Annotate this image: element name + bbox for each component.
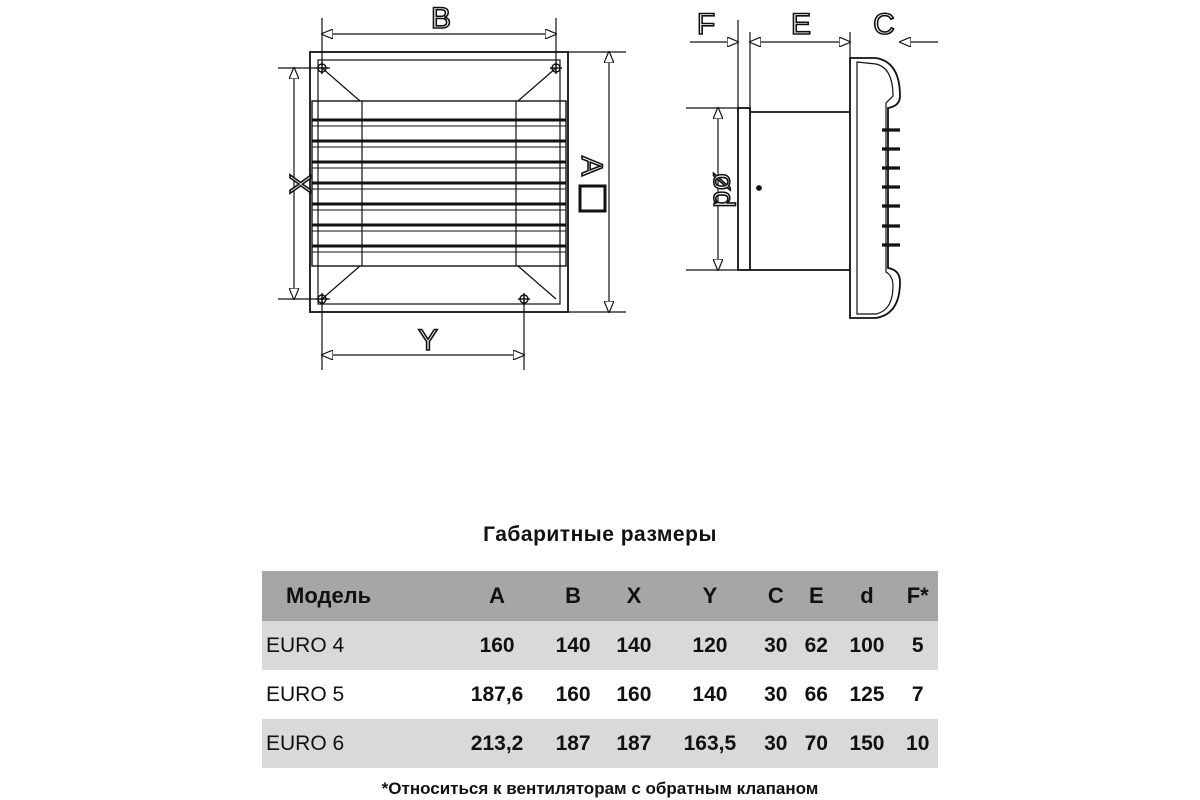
footnote: *Относиться к вентиляторам с обратным клапаном xyxy=(381,779,819,798)
header-model: Модель xyxy=(262,571,451,621)
cell-d: 100 xyxy=(837,621,898,670)
dim-label-f: F xyxy=(696,8,716,41)
dim-label-a: A xyxy=(575,155,608,177)
cell-model: EURO 5 xyxy=(266,682,345,706)
header-f: F* xyxy=(897,571,938,621)
table-header-row xyxy=(262,571,938,621)
cell-b: 160 xyxy=(555,682,591,706)
dim-label-b: B xyxy=(430,2,452,35)
cell-e: 62 xyxy=(796,621,837,670)
dimensions-table xyxy=(262,571,938,768)
dim-label-d: ød xyxy=(707,172,740,208)
header-a: A xyxy=(451,571,542,621)
cell-y: 140 xyxy=(692,682,728,706)
cell-e: 70 xyxy=(796,719,837,768)
cell-x: 140 xyxy=(604,621,665,670)
cell-x: 160 xyxy=(616,682,652,706)
dim-label-y: Y xyxy=(417,324,439,357)
cell-y: 163,5 xyxy=(664,719,755,768)
cell-c: 30 xyxy=(764,682,788,706)
cell-e: 66 xyxy=(804,682,828,706)
front-view xyxy=(278,18,626,370)
side-view xyxy=(686,20,938,318)
cell-b: 187 xyxy=(543,719,604,768)
cell-d: 125 xyxy=(849,682,885,706)
cell-y: 120 xyxy=(664,621,755,670)
dim-label-e: E xyxy=(790,8,812,41)
cell-a: 213,2 xyxy=(451,719,542,768)
dim-label-x: X xyxy=(283,173,316,195)
header-y: Y xyxy=(664,571,755,621)
table-title: Габаритные размеры xyxy=(483,523,717,546)
table-row xyxy=(262,621,938,670)
cell-f: 5 xyxy=(897,621,938,670)
cell-a: 187,6 xyxy=(470,682,524,706)
cell-d: 150 xyxy=(837,719,898,768)
header-b: B xyxy=(543,571,604,621)
cell-f: 10 xyxy=(897,719,938,768)
cell-c: 30 xyxy=(756,621,797,670)
cell-a: 160 xyxy=(451,621,542,670)
header-d: d xyxy=(837,571,898,621)
cell-x: 187 xyxy=(604,719,665,768)
cell-model: EURO 4 xyxy=(262,621,451,670)
cell-f: 7 xyxy=(911,682,924,706)
cell-c: 30 xyxy=(756,719,797,768)
cell-b: 140 xyxy=(543,621,604,670)
header-x: X xyxy=(604,571,665,621)
dim-label-c: C xyxy=(873,8,895,41)
cell-model: EURO 6 xyxy=(262,719,451,768)
table-row xyxy=(262,670,938,719)
header-e: E xyxy=(796,571,837,621)
header-c: C xyxy=(756,571,797,621)
table-row xyxy=(262,719,938,768)
